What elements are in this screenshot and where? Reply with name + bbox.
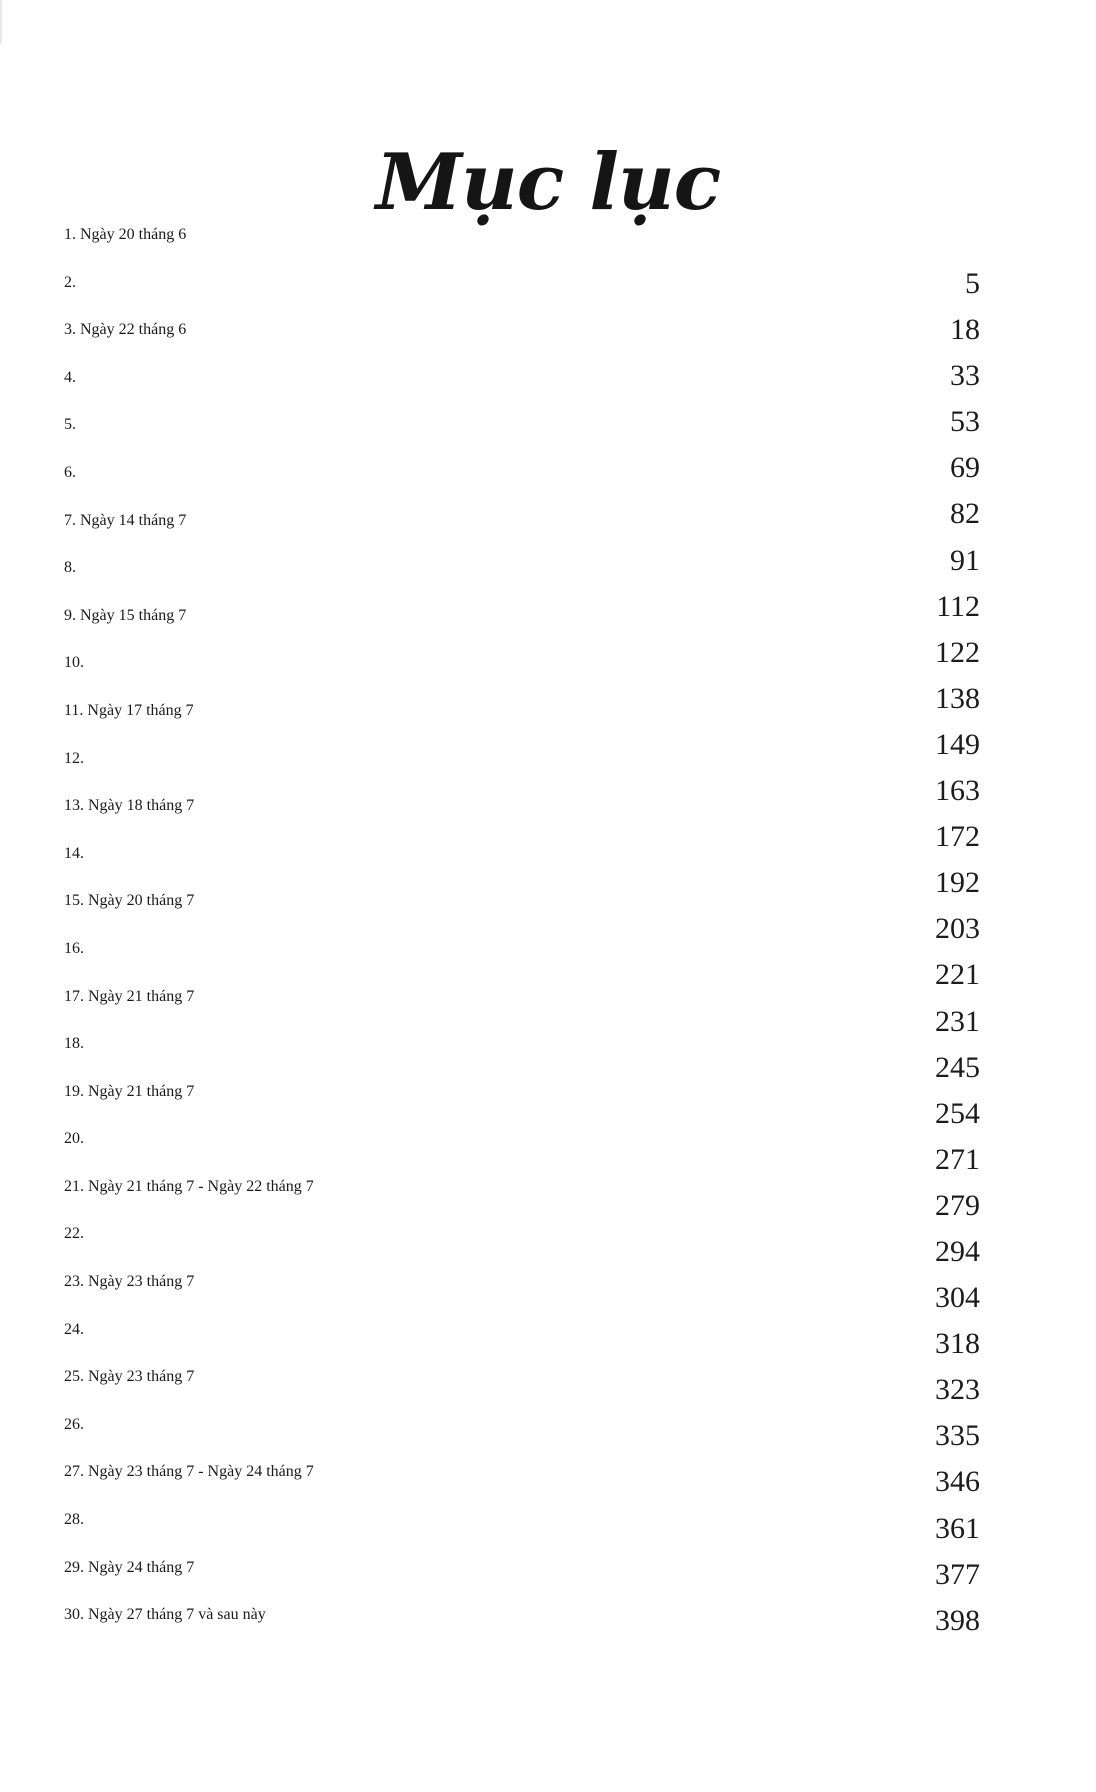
toc-entry: 20. bbox=[64, 1130, 84, 1148]
toc-page-number: 149 bbox=[935, 727, 980, 761]
toc-page-number: 318 bbox=[935, 1327, 980, 1361]
toc-entry: 11. Ngày 17 tháng 7 bbox=[64, 701, 194, 719]
toc-entry: 30. Ngày 27 tháng 7 và sau này bbox=[64, 1606, 266, 1624]
toc-entry: 17. Ngày 21 tháng 7 bbox=[64, 987, 195, 1005]
toc-page-number: 5 bbox=[965, 267, 980, 300]
page-title: Mục lục bbox=[375, 137, 721, 229]
toc-page-number: 122 bbox=[935, 635, 980, 669]
toc-page-number: 361 bbox=[935, 1511, 980, 1545]
toc-page-number: 245 bbox=[935, 1050, 980, 1084]
toc-page-number: 294 bbox=[935, 1234, 980, 1268]
toc-entry: 24. bbox=[64, 1320, 84, 1338]
toc-page-number: 279 bbox=[935, 1188, 980, 1222]
toc-entry: 12. bbox=[64, 749, 84, 767]
toc-page-number: 346 bbox=[935, 1465, 980, 1499]
toc-page-number: 33 bbox=[950, 359, 980, 393]
toc-page-number: 91 bbox=[950, 543, 980, 577]
toc-entry: 4. bbox=[64, 368, 76, 386]
toc-page-number-list bbox=[880, 269, 980, 1652]
toc-entry: 6. bbox=[64, 463, 76, 481]
toc-entry: 10. bbox=[64, 654, 84, 672]
toc-entry: 15. Ngày 20 tháng 7 bbox=[64, 892, 195, 910]
toc-entry: 7. Ngày 14 tháng 7 bbox=[64, 511, 187, 529]
toc-entry: 13. Ngày 18 tháng 7 bbox=[64, 797, 195, 815]
toc-page-number: 69 bbox=[950, 451, 980, 485]
toc-page-number: 221 bbox=[935, 958, 980, 992]
toc-entry: 25. Ngày 23 tháng 7 bbox=[64, 1368, 195, 1386]
toc-page-number: 172 bbox=[935, 820, 980, 854]
toc-page-number: 163 bbox=[935, 774, 980, 808]
toc-entry: 8. bbox=[64, 559, 76, 577]
toc-page-number: 18 bbox=[950, 313, 980, 347]
toc-entry: 9. Ngày 15 tháng 7 bbox=[64, 606, 187, 624]
toc-page-number: 82 bbox=[950, 497, 980, 531]
toc-entry: 22. bbox=[64, 1225, 84, 1243]
toc-entry: 1. Ngày 20 tháng 6 bbox=[64, 226, 187, 243]
toc-page-number: 335 bbox=[935, 1419, 980, 1453]
toc-entry: 2. bbox=[64, 273, 76, 291]
toc-page-number: 231 bbox=[935, 1004, 980, 1038]
toc-entry: 14. bbox=[64, 844, 84, 862]
toc-page-number: 398 bbox=[935, 1603, 980, 1637]
toc-page-number: 377 bbox=[935, 1557, 980, 1591]
toc-page-number: 323 bbox=[935, 1373, 980, 1407]
toc-page-number: 254 bbox=[935, 1096, 980, 1130]
toc-entry: 21. Ngày 21 tháng 7 - Ngày 22 tháng 7 bbox=[64, 1177, 314, 1195]
toc-page-number: 271 bbox=[935, 1142, 980, 1176]
toc-entry: 3. Ngày 22 tháng 6 bbox=[64, 321, 187, 339]
toc-page-number: 203 bbox=[935, 912, 980, 946]
toc-entry: 16. bbox=[64, 939, 84, 957]
toc-entry: 18. bbox=[64, 1035, 84, 1053]
toc-page-number: 112 bbox=[936, 589, 980, 623]
toc-page-number: 53 bbox=[950, 405, 980, 439]
toc-entry: 19. Ngày 21 tháng 7 bbox=[64, 1082, 195, 1100]
toc-page-number: 304 bbox=[935, 1281, 980, 1315]
toc-entry: 5. bbox=[64, 416, 76, 434]
toc-entry: 29. Ngày 24 tháng 7 bbox=[64, 1558, 195, 1576]
toc-entry-list bbox=[64, 226, 664, 1654]
toc-entry: 27. Ngày 23 tháng 7 - Ngày 24 tháng 7 bbox=[64, 1463, 314, 1481]
toc-page-number: 192 bbox=[935, 866, 980, 900]
toc-entry: 23. Ngày 23 tháng 7 bbox=[64, 1273, 195, 1291]
page-edge bbox=[0, 0, 2, 44]
toc-entry: 28. bbox=[64, 1511, 84, 1529]
toc-entry: 26. bbox=[64, 1415, 84, 1433]
toc-page-number: 138 bbox=[935, 681, 980, 715]
